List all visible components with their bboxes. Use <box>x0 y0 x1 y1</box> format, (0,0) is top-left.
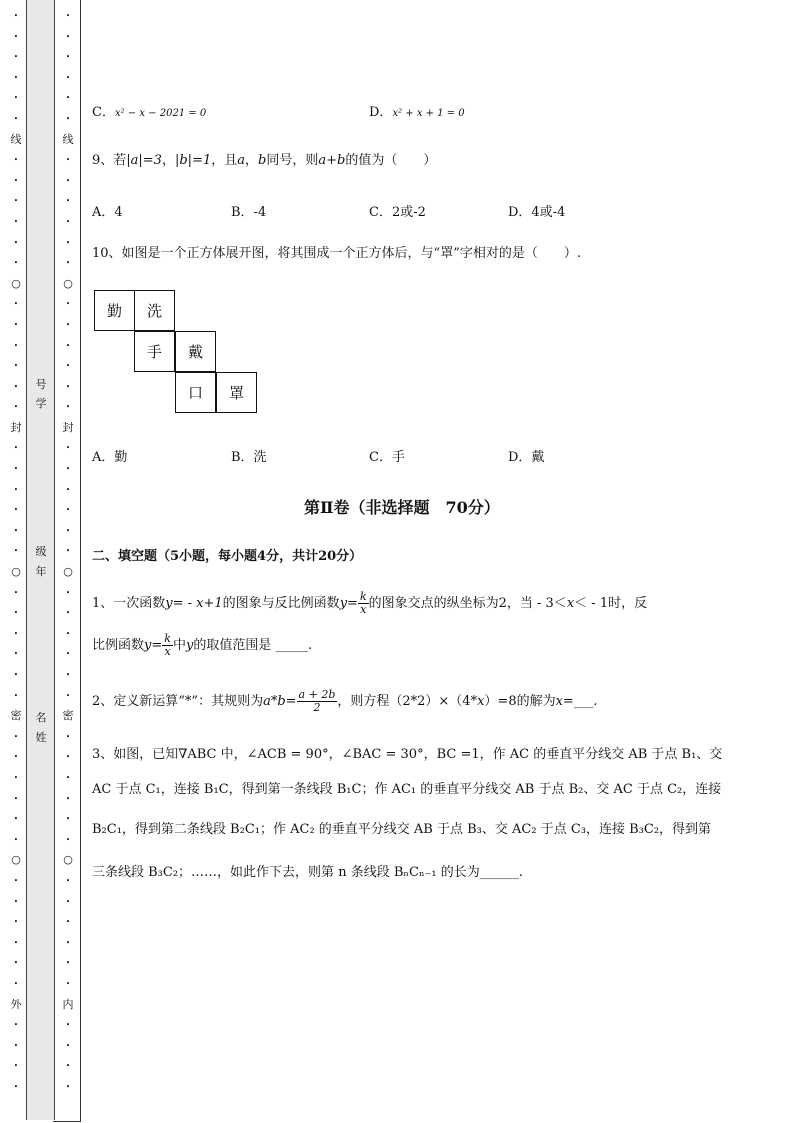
cut-mark: 封 <box>62 420 74 434</box>
cut-mark: 内 <box>62 997 74 1011</box>
q10-option-d: D．戴 <box>508 450 545 465</box>
cut-dot: • <box>65 259 71 268</box>
cut-dot: • <box>65 444 71 453</box>
cut-dot: • <box>13 259 19 268</box>
fill-q2: 2、定义新运算“*”：其规则为a*b= $\frac{a + 2b}{2}$ ，则方程（2*2）×（4*x）=8的解为x=___. <box>92 688 598 714</box>
cut-dot: • <box>65 753 71 762</box>
cut-dot: • <box>13 32 19 41</box>
cube-cell: 口 <box>175 372 216 413</box>
cut-dot: • <box>65 197 71 206</box>
cut-dot: • <box>13 114 19 123</box>
fill-q3-line2: AC 于点 C₁，连接 B₁C，得到第一条线段 B₁C；作 AC₁ 的垂直平分线交 AB 于点 B₂、交 AC 于点 C₂，连接 <box>92 782 722 797</box>
cube-cell: 勤 <box>94 290 135 331</box>
cut-dot: • <box>65 485 71 494</box>
cut-mark: 封 <box>10 420 22 434</box>
cut-dot: • <box>13 362 19 371</box>
cut-dot: • <box>65 1082 71 1091</box>
cut-dot: • <box>65 1062 71 1071</box>
cut-dot: • <box>13 691 19 700</box>
cut-dot: • <box>65 73 71 82</box>
cut-dot: • <box>13 53 19 62</box>
cut-dot: • <box>13 506 19 515</box>
cube-cell: 戴 <box>175 331 216 372</box>
cut-dot: • <box>13 650 19 659</box>
cut-dot: • <box>65 526 71 535</box>
cut-dot: • <box>65 176 71 185</box>
cut-mark: ○ <box>63 853 73 867</box>
cut-dot: • <box>65 691 71 700</box>
q8-option-c: C．x² − x − 2021 = 0 <box>92 105 207 120</box>
cut-mark: ○ <box>11 565 21 579</box>
cut-dot: • <box>13 526 19 535</box>
margin-bottom-line <box>53 1121 81 1122</box>
cut-dot: • <box>13 629 19 638</box>
label-xue: 学 <box>35 397 47 410</box>
cut-dot: • <box>13 73 19 82</box>
cut-dot: • <box>13 1082 19 1091</box>
cut-dot: • <box>13 1062 19 1071</box>
cut-dot: • <box>65 12 71 20</box>
cut-dot: • <box>65 671 71 679</box>
cut-dot: • <box>13 918 19 927</box>
label-ming: 名 <box>35 711 47 724</box>
cut-dot: • <box>65 53 71 62</box>
fill-q3-line1: 3、如图，已知∇ABC 中，∠ACB = 90°，∠BAC = 30°，BC =1，作 AC 的垂直平分线交 AB 于点 B₁、交 <box>92 747 723 762</box>
fill-q1-line2: 比例函数y= $\frac{k}{x}$ 中y的取值范围是 _____. <box>92 632 313 658</box>
cut-dot: • <box>13 217 19 226</box>
binding-info-strip <box>26 0 55 1120</box>
q10-option-b: B．洗 <box>231 450 267 465</box>
cut-dot: • <box>65 32 71 41</box>
cut-dot: • <box>65 382 71 391</box>
cut-dot: • <box>13 1041 19 1050</box>
cut-mark: 线 <box>62 132 74 146</box>
cut-dot: • <box>65 732 71 741</box>
cut-dot: • <box>65 1041 71 1050</box>
cut-dot: • <box>65 156 71 165</box>
cut-dot: • <box>13 938 19 947</box>
right-dotted-cut-line <box>61 6 75 1097</box>
cut-dot: • <box>13 320 19 329</box>
cut-mark: 密 <box>10 709 22 723</box>
cut-dot: • <box>13 609 19 618</box>
cut-dot: • <box>65 1021 71 1030</box>
cut-dot: • <box>65 362 71 371</box>
cut-dot: • <box>13 815 19 824</box>
cut-dot: • <box>65 547 71 556</box>
cut-dot: • <box>13 732 19 741</box>
cut-dot: • <box>65 506 71 515</box>
cut-dot: • <box>65 320 71 329</box>
cut-mark: ○ <box>11 276 21 290</box>
cut-dot: • <box>65 650 71 659</box>
label-hao: 号 <box>35 378 47 391</box>
cube-cell: 罩 <box>216 372 257 413</box>
q10-stem: 10、如图是一个正方体展开图，将其围成一个正方体后，与“罩”字相对的是（ ）. <box>92 246 581 261</box>
cut-dot: • <box>65 403 71 412</box>
cut-dot: • <box>13 176 19 185</box>
cut-dot: • <box>13 197 19 206</box>
cut-mark: ○ <box>63 565 73 579</box>
cut-dot: • <box>65 588 71 597</box>
fill-q3-line4: 三条线段 B₃C₂；……，如此作下去，则第 n 条线段 BₙCₙ₋₁ 的长为______. <box>92 865 523 880</box>
fill-q1-line1: 1、一次函数y= - x+1的图象与反比例函数y= $\frac{k}{x}$ 的图象交点的纵坐标为2，当 - 3＜x＜ - 1时，反 <box>92 590 648 616</box>
cut-dot: • <box>13 959 19 968</box>
cut-dot: • <box>65 835 71 844</box>
q9-option-c: C．2或-2 <box>369 205 426 220</box>
cut-dot: • <box>13 238 19 247</box>
q10-option-a: A．勤 <box>92 450 128 465</box>
cut-dot: • <box>65 609 71 618</box>
binding-margin <box>0 0 82 1123</box>
fill-blank-heading: 二、填空题（5小题，每小题4分，共计20分） <box>92 549 363 564</box>
q9-option-d: D．4或-4 <box>508 205 566 220</box>
cut-dot: • <box>13 588 19 597</box>
cut-dot: • <box>13 341 19 350</box>
cut-dot: • <box>65 300 71 309</box>
cut-dot: • <box>65 876 71 885</box>
cut-dot: • <box>13 465 19 474</box>
cut-dot: • <box>65 629 71 638</box>
cut-dot: • <box>13 12 19 20</box>
margin-border-line <box>80 0 81 1122</box>
cut-dot: • <box>65 341 71 350</box>
cut-mark: ○ <box>11 853 21 867</box>
cut-dot: • <box>65 959 71 968</box>
cut-dot: • <box>13 156 19 165</box>
label-ji: 级 <box>35 545 47 558</box>
cut-dot: • <box>65 94 71 103</box>
cut-dot: • <box>13 1021 19 1030</box>
q9-option-a: A．4 <box>92 205 123 220</box>
cut-dot: • <box>65 114 71 123</box>
left-dotted-cut-line <box>9 6 23 1097</box>
cut-dot: • <box>65 238 71 247</box>
label-xing: 姓 <box>35 731 47 744</box>
cut-mark: 线 <box>10 132 22 146</box>
cut-dot: • <box>65 815 71 824</box>
cut-dot: • <box>13 403 19 412</box>
cut-dot: • <box>13 773 19 782</box>
label-nian: 年 <box>35 565 47 578</box>
cube-cell: 手 <box>134 331 175 372</box>
q9-stem: 9、若|a|=3，|b|=1，且a，b同号，则a+b的值为（ ） <box>92 153 437 168</box>
cut-mark: ○ <box>63 276 73 290</box>
cut-dot: • <box>13 671 19 679</box>
cut-dot: • <box>13 485 19 494</box>
cut-dot: • <box>13 94 19 103</box>
cut-dot: • <box>13 897 19 906</box>
cut-dot: • <box>13 979 19 988</box>
cut-dot: • <box>65 938 71 947</box>
cut-dot: • <box>65 217 71 226</box>
cut-dot: • <box>13 794 19 803</box>
cut-mark: 外 <box>10 997 22 1011</box>
cut-dot: • <box>13 300 19 309</box>
cut-dot: • <box>65 465 71 474</box>
cut-dot: • <box>13 876 19 885</box>
cut-dot: • <box>13 753 19 762</box>
q9-option-b: B．-4 <box>231 205 267 220</box>
part-2-title: 第Ⅱ卷（非选择题 70分） <box>304 498 500 517</box>
cube-cell: 洗 <box>134 290 175 331</box>
cut-dot: • <box>65 897 71 906</box>
cut-dot: • <box>13 835 19 844</box>
cut-dot: • <box>65 794 71 803</box>
q10-option-c: C．手 <box>369 450 405 465</box>
cut-dot: • <box>65 918 71 927</box>
cut-dot: • <box>65 773 71 782</box>
cut-dot: • <box>65 979 71 988</box>
cut-dot: • <box>13 382 19 391</box>
cut-dot: • <box>13 547 19 556</box>
cut-dot: • <box>13 444 19 453</box>
fill-q3-line3: B₂C₁，得到第二条线段 B₂C₁；作 AC₂ 的垂直平分线交 AB 于点 B₃、交 AC₂ 于点 C₃，连接 B₃C₂，得到第 <box>92 822 712 837</box>
cut-mark: 密 <box>62 709 74 723</box>
q8-option-d: D．x² + x + 1 = 0 <box>369 105 465 120</box>
